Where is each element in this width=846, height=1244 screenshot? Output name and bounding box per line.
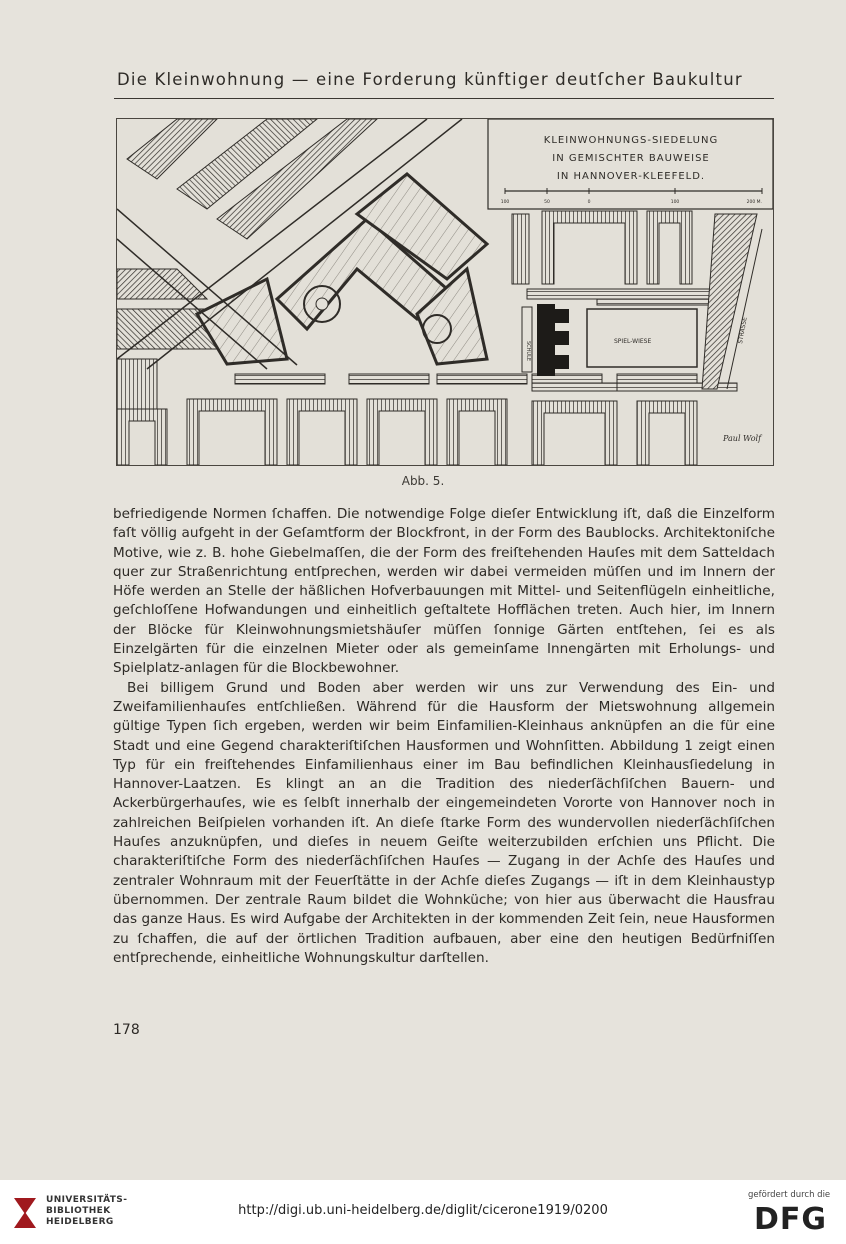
scale-label: 50 (544, 200, 550, 205)
header-rule (114, 98, 774, 99)
scale-label: 100 (500, 200, 510, 205)
paragraph: befriedigende Normen ſchaffen. Die notwendige Folge dieſer Entwicklung iſt, daß die Einzelform faſt völlig aufgeht in der Geſamtform der Blockfront, in der Form des Baublocks. Architektoniſche Motive, wie z. B. hohe Giebelmaſſen, die der Form des freiſtehenden Hauſes mit dem Satteldach quer zur Straßenrichtung entſprechen, werden wir dabei vermeiden müſſen und im Innern der Höfe werden an Stelle der häßlichen Hofverbauungen mit Mittel- und Seitenflügeln einheitliche, geſchloſſene Hofwandungen und einheitlich geſtaltete Hofflächen treten. Auch hier, im Innern der Blöcke für Kleinwohnungsmietshäuſer müſſen ſonnige Gärten entſtehen, ſei es als Einzelgärten für die einzelnen Mieter oder als gemeinſame Innengärten mit Erholungs- und Spielplatz-anlagen für die Blockbewohner. (113, 506, 775, 677)
blocks-right-top (512, 211, 692, 284)
school-yard (522, 307, 532, 372)
street-label: STRASSE (737, 316, 749, 345)
paragraph: Bei billigem Grund und Boden aber werden wir uns zur Verwendung des Ein- und Zweifamilienhauſes entſchließen. Während für die Hausform der Mietswohnung allgemein gültige Typen ſich ergeben, werden wir beim Einfamilien-Kleinhaus anknüpfen an die für eine Stadt und eine Gegend charakteriſtiſchen Hausformen und Wohnſitten. Abbildung 1 zeigt einen Typ für ein freiſtehendes Einfamilienhaus einer im Bau befindlichen Kleinhausſiedelung in Hannover-Laatzen. Es klingt an an die Tradition des niederſächſiſchen Bauern- und Ackerbürgerhauſes, wie es ſelbſt innerhalb der eingemeindeten Vororte von Hannover noch in zahlreichen Beiſpielen vorhanden iſt. An dieſe ſtarke Form des wundervollen niederſächſiſchen Hauſes anzuknüpfen, und dieſes in neuem Geiſte weiterzubilden erſchien uns Pflicht. Die charakteriſtiſche Form des niederſächſiſchen Hauſes — Zugang in der Achſe des Hauſes und zentraler Wohnraum mit der Feuerſtätte in der Achſe dieſes Zugangs — iſt in dem Kleinhaustyp übernommen. Der zentrale Raum bildet die Wohnküche; von hier aus überwacht die Hausfrau das ganze Haus. Es wird Aufgabe der Architekten in der kommenden Zeit ſein, neue Hausformen zu ſchaffen, die auf der örtlichen Tradition aufbauen, aber eine den heutigen Bedürfniſſen entſprechende, einheitliche Wohnungskultur darſtellen. (113, 679, 775, 966)
scale-label: 0 (587, 200, 591, 205)
school-building (537, 304, 569, 376)
play-meadow-label: SPIEL-WIESE (614, 338, 652, 345)
library-name-line: UNIVERSITÄTS- (46, 1195, 128, 1205)
page-number: 178 (113, 1022, 140, 1038)
title-cartouche (488, 119, 773, 209)
scale-label: 100 (670, 200, 680, 205)
dfg-logo: DFG (754, 1202, 828, 1237)
scale-label: 200 M. (746, 200, 762, 205)
plan-title-line-1: KLEINWOHNUNGS-SIEDELUNG (543, 135, 719, 146)
plan-title-line-3: IN HANNOVER-KLEEFELD. (556, 171, 706, 182)
library-name-line: HEIDELBERG (46, 1217, 114, 1227)
footer-bar (0, 1180, 846, 1244)
body-text (113, 505, 775, 968)
architect-signature: Paul Wolf (723, 434, 762, 443)
funding-note: gefördert durch die (748, 1190, 831, 1200)
right-street-blocks (702, 214, 762, 389)
u-blocks-bottom (117, 399, 697, 465)
plan-title-line-2: IN GEMISCHTER BAUWEISE (552, 153, 710, 164)
site-plan-drawing (117, 119, 773, 465)
school-label: SCHULE (525, 341, 531, 362)
running-head: Die Kleinwohnung — eine Forderung künftiger deutſcher Baukultur (117, 70, 743, 89)
source-url-link[interactable]: http://digi.ub.uni-heidelberg.de/diglit/cicerone1919/0200 (238, 1203, 608, 1218)
figure-caption: Abb. 5. (401, 474, 445, 488)
site-plan-figure (116, 118, 774, 466)
library-name-line: BIBLIOTHEK (46, 1206, 111, 1216)
